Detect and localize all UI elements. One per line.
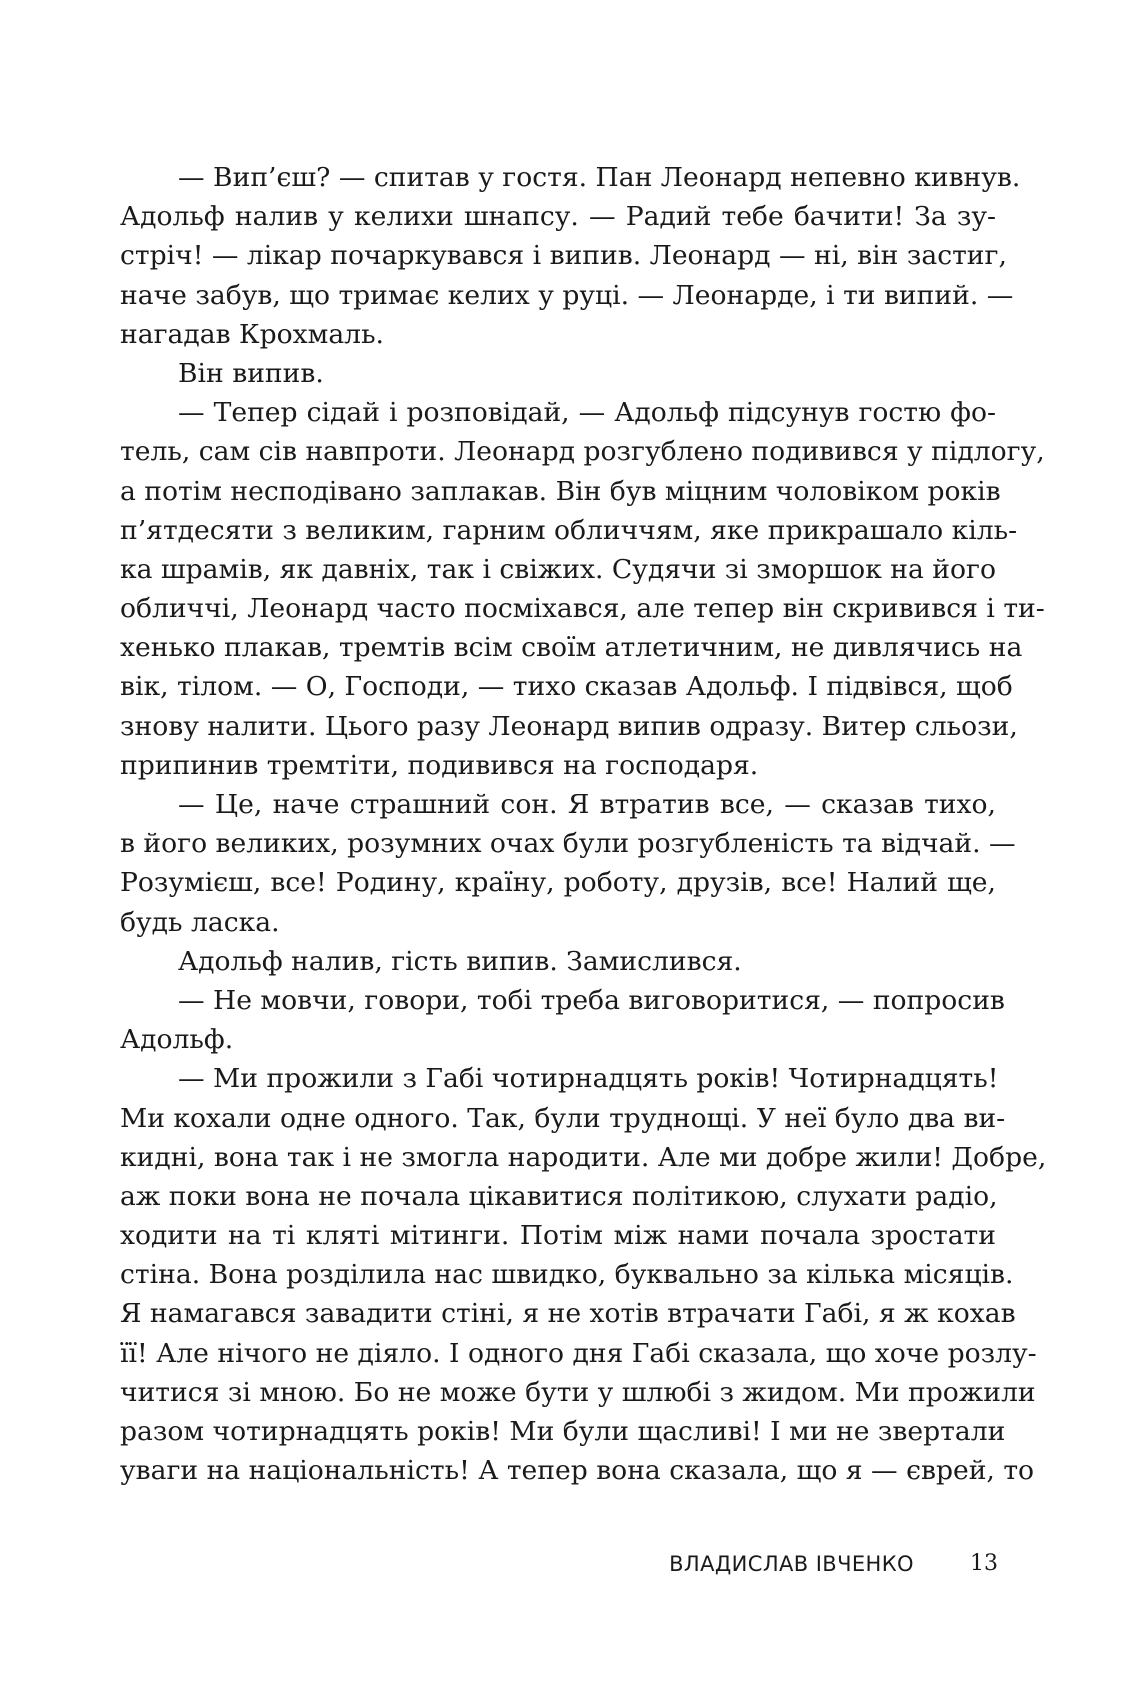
text-line: кидні, вона так і не змогла народити. Але ми добре жили! Добре, bbox=[120, 1141, 1047, 1173]
text-line: Адольф налив, гість випив. Замислився. bbox=[178, 945, 742, 977]
text-line: припинив тремтіти, подивився на господаря. bbox=[120, 749, 759, 781]
text-line: — Не мовчи, говори, тобі треба виговоритися, — попросив bbox=[178, 984, 1005, 1016]
text-line: обличчі, Леонард часто посміхався, але тепер він скривився і ти- bbox=[120, 593, 1045, 625]
page-number: 13 bbox=[970, 1551, 998, 1576]
text-line: Ми кохали одне одного. Так, були труднощі. У неї було два ви- bbox=[120, 1102, 1006, 1134]
text-line: тель, сам сів навпроти. Леонард розгублено подивився у підлогу, bbox=[120, 436, 1045, 468]
text-line: Я намагався завадити стіні, я не хотів втрачати Габі, я ж кохав bbox=[120, 1298, 1016, 1330]
text-line: наче забув, що тримає келих у руці. — Леонарде, і ти випий. — bbox=[120, 279, 1014, 311]
text-line: Адольф налив у келихи шнапсу. — Радий тебе бачити! За зу- bbox=[120, 201, 996, 233]
text-line: читися зі мною. Бо не може бути у шлюбі з жидом. Ми прожили bbox=[120, 1376, 1036, 1408]
text-line: Розумієш, все! Родину, країну, роботу, друзів, все! Налий ще, bbox=[120, 867, 996, 899]
text-line: — Ми прожили з Габі чотирнадцять років! Чотирнадцять! bbox=[178, 1063, 999, 1095]
text-line: — Тепер сідай і розповідай, — Адольф підсунув гостю фо- bbox=[178, 397, 996, 429]
text-line: знову налити. Цього разу Леонард випив одразу. Витер сльози, bbox=[120, 710, 1018, 742]
text-line: ка шрамів, як давніх, так і свіжих. Судячи зі зморшок на його bbox=[120, 553, 996, 585]
text-line: п’ятдесяти з великим, гарним обличчям, яке прикрашало кіль- bbox=[120, 514, 1018, 546]
text-line: — Це, наче страшний сон. Я втратив все, — сказав тихо, bbox=[178, 789, 996, 820]
text-line: її! Але нічого не діяло. І одного дня Габі сказала, що хоче розлу- bbox=[120, 1337, 1037, 1369]
text-line: а потім несподівано заплакав. Він був міцним чоловіком років bbox=[120, 475, 1001, 507]
text-line: нагадав Крохмаль. bbox=[120, 318, 385, 350]
text-line: в його великих, розумних очах були розгубленість та відчай. — bbox=[120, 828, 1016, 860]
text-line: аж поки вона не почала цікавитися політикою, слухати радіо, bbox=[120, 1180, 998, 1212]
text-line: вік, тілом. — О, Господи, — тихо сказав Адольф. І підвівся, щоб bbox=[120, 671, 1013, 703]
text-line: будь ласка. bbox=[120, 906, 280, 938]
text-line: разом чотирнадцять років! Ми були щасливі! І ми не звертали bbox=[120, 1416, 1006, 1447]
text-line: стіна. Вона розділила нас швидко, буквально за кілька місяців. bbox=[120, 1259, 1014, 1291]
text-line: Адольф. bbox=[120, 1024, 234, 1056]
text-line: ходити на ті кляті мітинги. Потім між нами почала зростати bbox=[120, 1220, 996, 1252]
text-line: стріч! — лікар почаркувався і випив. Леонард — ні, він застиг, bbox=[120, 240, 1007, 272]
text-line: Він випив. bbox=[178, 357, 324, 389]
running-footer-author: ВЛАДИСЛАВ ІВЧЕНКО bbox=[669, 1552, 914, 1576]
text-line: хенько плакав, тремтів всім своїм атлетичним, не дивлячись на bbox=[120, 632, 1023, 664]
text-line: уваги на національність! А тепер вона сказала, що я — єврей, то bbox=[120, 1455, 1035, 1487]
body-text bbox=[120, 158, 1047, 1490]
text-line: — Вип’єш? — спитав у гостя. Пан Леонард непевно кивнув. bbox=[178, 162, 1021, 193]
